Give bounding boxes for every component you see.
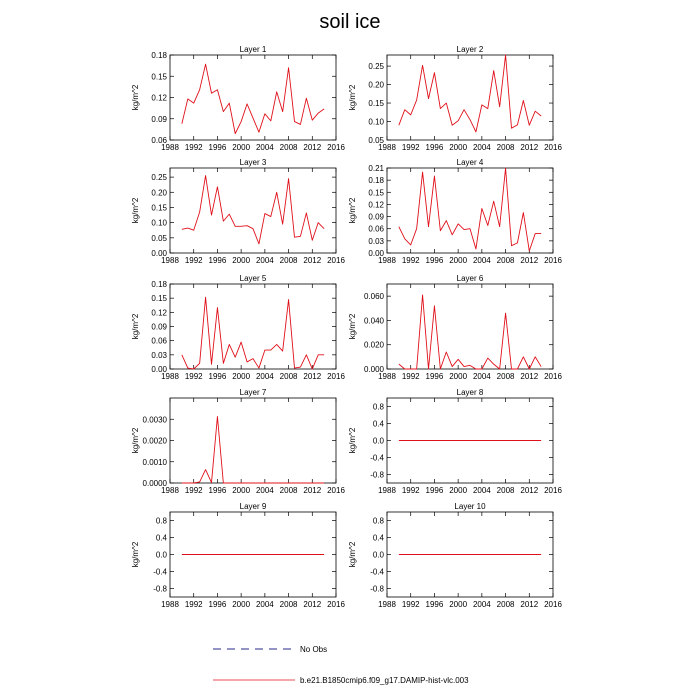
x-tick-label: 2000 bbox=[449, 256, 468, 265]
y-tick-label: -0.4 bbox=[370, 453, 384, 463]
y-tick-label: 0.00 bbox=[368, 249, 384, 258]
y-axis-label: kg/m^2 bbox=[131, 313, 140, 340]
y-tick-label: 0.06 bbox=[151, 336, 167, 346]
x-tick-label: 1992 bbox=[401, 143, 420, 152]
x-tick-label: 1996 bbox=[208, 256, 227, 265]
y-tick-label: 0.0010 bbox=[142, 457, 167, 467]
y-tick-label: 0.4 bbox=[155, 533, 167, 543]
y-tick-label: 0.0020 bbox=[142, 436, 167, 446]
x-tick-label: 1988 bbox=[378, 372, 396, 381]
x-tick-label: 1996 bbox=[425, 486, 444, 495]
x-tick-label: 2004 bbox=[255, 256, 274, 265]
x-tick-label: 2004 bbox=[255, 143, 274, 152]
x-tick-label: 1988 bbox=[161, 486, 179, 495]
y-axis-label: kg/m^2 bbox=[131, 427, 140, 454]
x-tick-label: 1988 bbox=[161, 372, 179, 381]
x-tick-label: 2016 bbox=[327, 600, 345, 609]
x-tick-label: 2012 bbox=[520, 143, 539, 152]
x-tick-label: 2000 bbox=[449, 143, 468, 152]
y-tick-label: 0.15 bbox=[151, 203, 167, 213]
x-tick-label: 1988 bbox=[378, 486, 396, 495]
y-tick-label: 0.00 bbox=[151, 249, 167, 258]
y-tick-label: 0.09 bbox=[151, 114, 167, 124]
x-tick-label: 1988 bbox=[378, 143, 396, 152]
x-tick-label: 2000 bbox=[449, 372, 468, 381]
y-tick-label: 0.25 bbox=[368, 62, 384, 72]
x-tick-label: 2012 bbox=[520, 486, 539, 495]
x-tick-label: 2012 bbox=[303, 372, 322, 381]
y-axis-label: kg/m^2 bbox=[131, 84, 140, 111]
panel-title: Layer 9 bbox=[239, 502, 267, 511]
x-tick-label: 1996 bbox=[425, 372, 444, 381]
x-tick-label: 2000 bbox=[232, 256, 251, 265]
y-tick-label: 0.18 bbox=[151, 280, 167, 289]
x-tick-label: 2012 bbox=[303, 256, 322, 265]
y-tick-label: 0.8 bbox=[372, 402, 384, 412]
x-tick-label: 2004 bbox=[255, 600, 274, 609]
x-tick-label: 2008 bbox=[279, 600, 298, 609]
legend-model-label: b.e21.B1850cmip6.f09_g17.DAMIP-hist-vlc.003 bbox=[300, 676, 469, 685]
x-tick-label: 2008 bbox=[496, 372, 515, 381]
x-tick-label: 2008 bbox=[496, 486, 515, 495]
x-tick-label: 1992 bbox=[184, 256, 203, 265]
x-tick-label: 2008 bbox=[279, 486, 298, 495]
x-tick-label: 2012 bbox=[520, 372, 539, 381]
y-tick-label: 0.4 bbox=[372, 533, 384, 543]
x-tick-label: 2016 bbox=[327, 486, 345, 495]
panel-title: Layer 8 bbox=[456, 388, 484, 397]
x-tick-label: 2008 bbox=[279, 372, 298, 381]
y-tick-label: 0.00 bbox=[151, 365, 167, 374]
x-tick-label: 2016 bbox=[544, 143, 562, 152]
x-tick-label: 1992 bbox=[184, 372, 203, 381]
panel-title: Layer 10 bbox=[454, 502, 486, 511]
y-tick-label: 0.18 bbox=[151, 51, 167, 60]
y-tick-label: 0.12 bbox=[368, 200, 384, 210]
y-tick-label: -0.8 bbox=[153, 584, 167, 594]
y-tick-label: 0.20 bbox=[368, 80, 384, 90]
y-tick-label: 0.03 bbox=[151, 350, 167, 360]
panel-title: Layer 3 bbox=[239, 158, 267, 167]
x-tick-label: 1988 bbox=[378, 256, 396, 265]
x-tick-label: 1988 bbox=[161, 256, 179, 265]
panel-title: Layer 5 bbox=[239, 274, 267, 283]
x-tick-label: 1992 bbox=[401, 486, 420, 495]
y-axis-label: kg/m^2 bbox=[348, 197, 357, 224]
y-tick-label: 0.040 bbox=[363, 316, 384, 326]
x-tick-label: 2008 bbox=[279, 143, 298, 152]
x-tick-label: 2004 bbox=[255, 372, 274, 381]
x-tick-label: 1996 bbox=[425, 600, 444, 609]
x-tick-label: 2016 bbox=[544, 486, 562, 495]
x-tick-label: 2000 bbox=[232, 372, 251, 381]
x-tick-label: 2016 bbox=[544, 600, 562, 609]
panel-title: Layer 7 bbox=[239, 388, 267, 397]
y-tick-label: 0.000 bbox=[363, 365, 384, 374]
x-tick-label: 1996 bbox=[208, 600, 227, 609]
y-tick-label: 0.0 bbox=[372, 550, 384, 560]
x-tick-label: 1996 bbox=[208, 372, 227, 381]
figure-title: soil ice bbox=[319, 11, 381, 33]
y-tick-label: 0.06 bbox=[151, 136, 167, 145]
y-tick-label: 0.020 bbox=[363, 340, 384, 350]
y-tick-label: -0.8 bbox=[370, 584, 384, 594]
y-tick-label: 0.15 bbox=[368, 99, 384, 109]
y-tick-label: 0.15 bbox=[151, 72, 167, 82]
x-tick-label: 2004 bbox=[472, 486, 491, 495]
x-tick-label: 2016 bbox=[544, 372, 562, 381]
y-tick-label: 0.25 bbox=[151, 173, 167, 183]
x-tick-label: 1988 bbox=[161, 600, 179, 609]
x-tick-label: 2004 bbox=[472, 256, 491, 265]
x-tick-label: 1992 bbox=[401, 600, 420, 609]
legend-obs-label: No Obs bbox=[300, 645, 328, 654]
y-tick-label: 0.09 bbox=[368, 212, 384, 222]
y-tick-label: 0.8 bbox=[372, 516, 384, 526]
x-tick-label: 1996 bbox=[208, 143, 227, 152]
y-tick-label: -0.8 bbox=[370, 470, 384, 480]
y-tick-label: -0.4 bbox=[153, 567, 167, 577]
x-tick-label: 1992 bbox=[401, 372, 420, 381]
panel-title: Layer 4 bbox=[456, 158, 484, 167]
y-axis-label: kg/m^2 bbox=[131, 197, 140, 224]
x-tick-label: 2000 bbox=[232, 600, 251, 609]
y-tick-label: 0.15 bbox=[151, 294, 167, 304]
y-tick-label: 0.05 bbox=[368, 136, 384, 145]
x-tick-label: 1996 bbox=[208, 486, 227, 495]
x-tick-label: 2012 bbox=[520, 600, 539, 609]
x-tick-label: 2008 bbox=[496, 143, 515, 152]
x-tick-label: 2012 bbox=[303, 143, 322, 152]
x-tick-label: 2004 bbox=[472, 372, 491, 381]
y-tick-label: 0.12 bbox=[151, 93, 167, 103]
x-tick-label: 1996 bbox=[425, 143, 444, 152]
y-tick-label: 0.15 bbox=[368, 188, 384, 198]
y-tick-label: 0.0030 bbox=[142, 415, 167, 425]
y-tick-label: -0.4 bbox=[370, 567, 384, 577]
x-tick-label: 2012 bbox=[520, 256, 539, 265]
x-tick-label: 1988 bbox=[378, 600, 396, 609]
x-tick-label: 2008 bbox=[496, 600, 515, 609]
x-tick-label: 1992 bbox=[184, 143, 203, 152]
y-axis-label: kg/m^2 bbox=[348, 541, 357, 568]
y-tick-label: 0.20 bbox=[151, 188, 167, 198]
x-tick-label: 2004 bbox=[472, 143, 491, 152]
x-tick-label: 1992 bbox=[401, 256, 420, 265]
x-tick-label: 2016 bbox=[327, 256, 345, 265]
x-tick-label: 2004 bbox=[255, 486, 274, 495]
x-tick-label: 1992 bbox=[184, 600, 203, 609]
x-tick-label: 1992 bbox=[184, 486, 203, 495]
x-tick-label: 2016 bbox=[327, 143, 345, 152]
y-tick-label: 0.06 bbox=[368, 224, 384, 234]
y-tick-label: 0.0000 bbox=[142, 479, 167, 488]
y-tick-label: 0.09 bbox=[151, 322, 167, 332]
y-axis-label: kg/m^2 bbox=[348, 84, 357, 111]
x-tick-label: 2004 bbox=[472, 600, 491, 609]
y-tick-label: 0.03 bbox=[368, 236, 384, 246]
panel-title: Layer 2 bbox=[456, 45, 484, 54]
y-tick-label: 0.0 bbox=[372, 436, 384, 446]
panel-title: Layer 1 bbox=[239, 45, 267, 54]
x-tick-label: 2016 bbox=[327, 372, 345, 381]
y-axis-label: kg/m^2 bbox=[348, 427, 357, 454]
x-tick-label: 2008 bbox=[496, 256, 515, 265]
y-tick-label: 0.05 bbox=[151, 233, 167, 243]
y-tick-label: 0.4 bbox=[372, 419, 384, 429]
y-tick-label: 0.21 bbox=[368, 164, 384, 173]
y-tick-label: 0.0 bbox=[155, 550, 167, 560]
x-tick-label: 2000 bbox=[232, 486, 251, 495]
x-tick-label: 1996 bbox=[425, 256, 444, 265]
x-tick-label: 2000 bbox=[232, 143, 251, 152]
y-tick-label: 0.8 bbox=[155, 516, 167, 526]
x-tick-label: 2016 bbox=[544, 256, 562, 265]
y-tick-label: 0.10 bbox=[368, 117, 384, 127]
x-tick-label: 2012 bbox=[303, 600, 322, 609]
x-tick-label: 2008 bbox=[279, 256, 298, 265]
y-tick-label: 0.060 bbox=[363, 292, 384, 302]
x-tick-label: 2000 bbox=[449, 600, 468, 609]
y-axis-label: kg/m^2 bbox=[131, 541, 140, 568]
y-axis-label: kg/m^2 bbox=[348, 313, 357, 340]
y-tick-label: 0.18 bbox=[368, 176, 384, 186]
x-tick-label: 2012 bbox=[303, 486, 322, 495]
y-tick-label: 0.10 bbox=[151, 218, 167, 228]
panel-title: Layer 6 bbox=[456, 274, 484, 283]
y-tick-label: 0.12 bbox=[151, 308, 167, 318]
x-tick-label: 1988 bbox=[161, 143, 179, 152]
x-tick-label: 2000 bbox=[449, 486, 468, 495]
